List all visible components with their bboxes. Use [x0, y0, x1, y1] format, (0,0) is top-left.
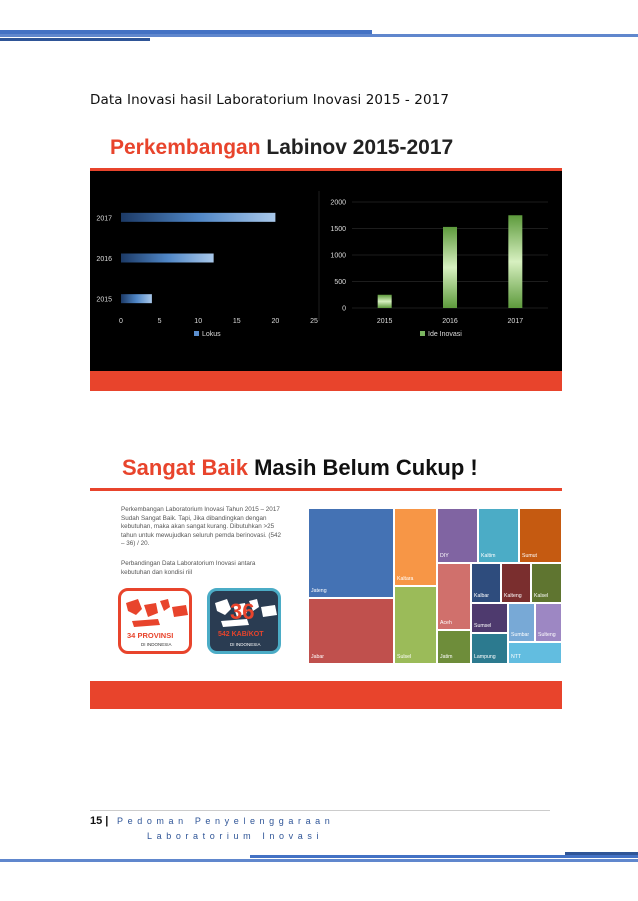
kabkot-badge	[207, 588, 281, 654]
province-badge	[118, 588, 192, 654]
para2-line: kebutuhan dan kondisi riil	[121, 568, 193, 576]
treemap-tile	[508, 642, 562, 664]
treemap-tile	[508, 603, 535, 642]
indonesia-map-icon	[122, 595, 190, 635]
para1-line: tahun untuk mewujudkan seluruh pemda berinovasi. (542	[121, 531, 281, 539]
slide1-footer-band	[90, 371, 562, 391]
slide2-paragraph-2	[121, 560, 255, 577]
treemap-tile	[471, 603, 508, 633]
x-tick-label: 2017	[507, 318, 524, 325]
tile-label: Kalbar	[474, 593, 489, 599]
ide-legend-swatch	[420, 331, 425, 336]
top-rule-accent	[0, 38, 150, 41]
lokus-legend-swatch	[194, 331, 199, 336]
treemap-tile	[471, 563, 501, 603]
slide2-title	[122, 455, 478, 481]
slide1-charts	[90, 171, 562, 371]
x-tick-label: 2015	[376, 318, 393, 325]
slide2-paragraph-1	[121, 506, 281, 549]
x-tick-label: 10	[194, 318, 203, 325]
slide2-title-dark: Masih Belum Cukup !	[254, 455, 478, 480]
slide1-title	[110, 136, 453, 160]
page-heading: Data Inovasi hasil Laboratorium Inovasi 2015 - 2017	[90, 92, 450, 108]
y-tick-label: 0	[342, 305, 346, 313]
slide2-footer-band	[90, 681, 562, 709]
treemap-tile	[308, 598, 394, 664]
bottom-rule-short	[250, 855, 638, 858]
tile-label: Kalsel	[534, 593, 549, 599]
x-tick-label: 15	[232, 318, 241, 325]
treemap-tile	[437, 563, 471, 630]
para1-line: Perkembangan Laboratorium Inovasi Tahun 2015 – 2017	[121, 506, 280, 513]
tile-label: Lampung	[474, 654, 496, 660]
treemap-tile	[308, 508, 394, 598]
para1-line: – 36) / 20.	[121, 540, 150, 548]
y-tick-label: 500	[334, 279, 346, 286]
province-label	[127, 631, 173, 640]
slide1-chart-panel	[90, 171, 562, 371]
bottom-rule-full	[0, 859, 638, 862]
y-tick-label: 2016	[96, 256, 112, 263]
y-tick-label: 1500	[330, 226, 346, 233]
para1-line: kebutuhan, maka akan sangat kurang. Dibutuhkan >25	[121, 523, 275, 531]
treemap-tile	[437, 508, 478, 563]
province-count: 34	[127, 631, 136, 640]
lokus-bar	[121, 213, 275, 222]
treemap-tile	[531, 563, 562, 603]
tile-label: Kaltim	[481, 553, 496, 559]
tile-label: Sulsel	[397, 654, 412, 660]
y-tick-label: 2015	[96, 296, 112, 304]
tile-label: Jateng	[311, 588, 327, 594]
tile-label: Sumut	[522, 553, 537, 559]
y-tick-label: 2017	[96, 215, 112, 223]
treemap-tile	[478, 508, 519, 563]
slide1-title-dark: Labinov 2015-2017	[266, 136, 454, 159]
tile-label: Jabar	[311, 654, 324, 660]
ide-legend-label: Ide Inovasi	[428, 331, 462, 338]
tile-label: Aceh	[440, 620, 452, 626]
para1-line: Sudah Sangat Baik. Tapi, Jika dibandingkan dengan	[121, 514, 267, 522]
ide-inovasi-bar	[378, 295, 392, 308]
para2-line: Perbandingan Data Laboratorium Inovasi antara	[121, 560, 256, 567]
kabkot-count: 36	[230, 599, 255, 624]
treemap-tile	[471, 633, 508, 664]
x-tick-label: 5	[157, 318, 162, 325]
y-tick-label: 1000	[330, 252, 346, 260]
x-tick-label: 25	[310, 318, 318, 325]
province-label-text: PROVINSI	[137, 631, 174, 640]
slide2-title-red: Sangat Baik	[122, 455, 248, 480]
treemap-tile	[394, 586, 437, 664]
footer-title-line1: Pedoman Penyelenggaraan	[117, 816, 335, 826]
tile-label: DIY	[440, 553, 449, 559]
kabkot-sub: DI INDONESIA	[230, 642, 261, 647]
lokus-bar	[121, 294, 152, 303]
kabkot-label: 542 KAB/KOT	[218, 631, 264, 638]
top-rule-full	[0, 34, 638, 37]
tile-label: Sumsel	[474, 623, 492, 629]
page-number: 15 |	[90, 815, 109, 827]
treemap-tile	[437, 630, 471, 664]
province-sub: DI INDONESIA	[141, 642, 172, 647]
tile-label: Kalteng	[504, 593, 522, 599]
treemap-tile	[519, 508, 562, 563]
x-tick-label: 2016	[442, 318, 458, 325]
treemap-tile	[535, 603, 562, 642]
treemap-tile	[394, 508, 437, 586]
ide-inovasi-bar	[443, 227, 457, 308]
lokus-legend-label: Lokus	[202, 331, 221, 338]
tile-label: Sumbar	[511, 632, 530, 638]
x-tick-label: 0	[119, 318, 123, 325]
lokus-bar	[121, 254, 214, 263]
tile-label: Kaltara	[397, 576, 414, 582]
tile-label: Jatim	[440, 654, 453, 660]
footer-divider	[90, 810, 550, 811]
y-tick-label: 2000	[330, 199, 346, 207]
treemap-tile	[501, 563, 531, 603]
tile-label: Sulteng	[538, 632, 556, 638]
ide-inovasi-bar	[508, 215, 522, 308]
province-treemap	[308, 508, 562, 664]
x-tick-label: 20	[271, 318, 280, 325]
footer-title-line2: Laboratorium Inovasi	[147, 831, 324, 841]
slide1-title-red: Perkembangan	[110, 136, 261, 159]
tile-label: NTT	[511, 654, 522, 660]
